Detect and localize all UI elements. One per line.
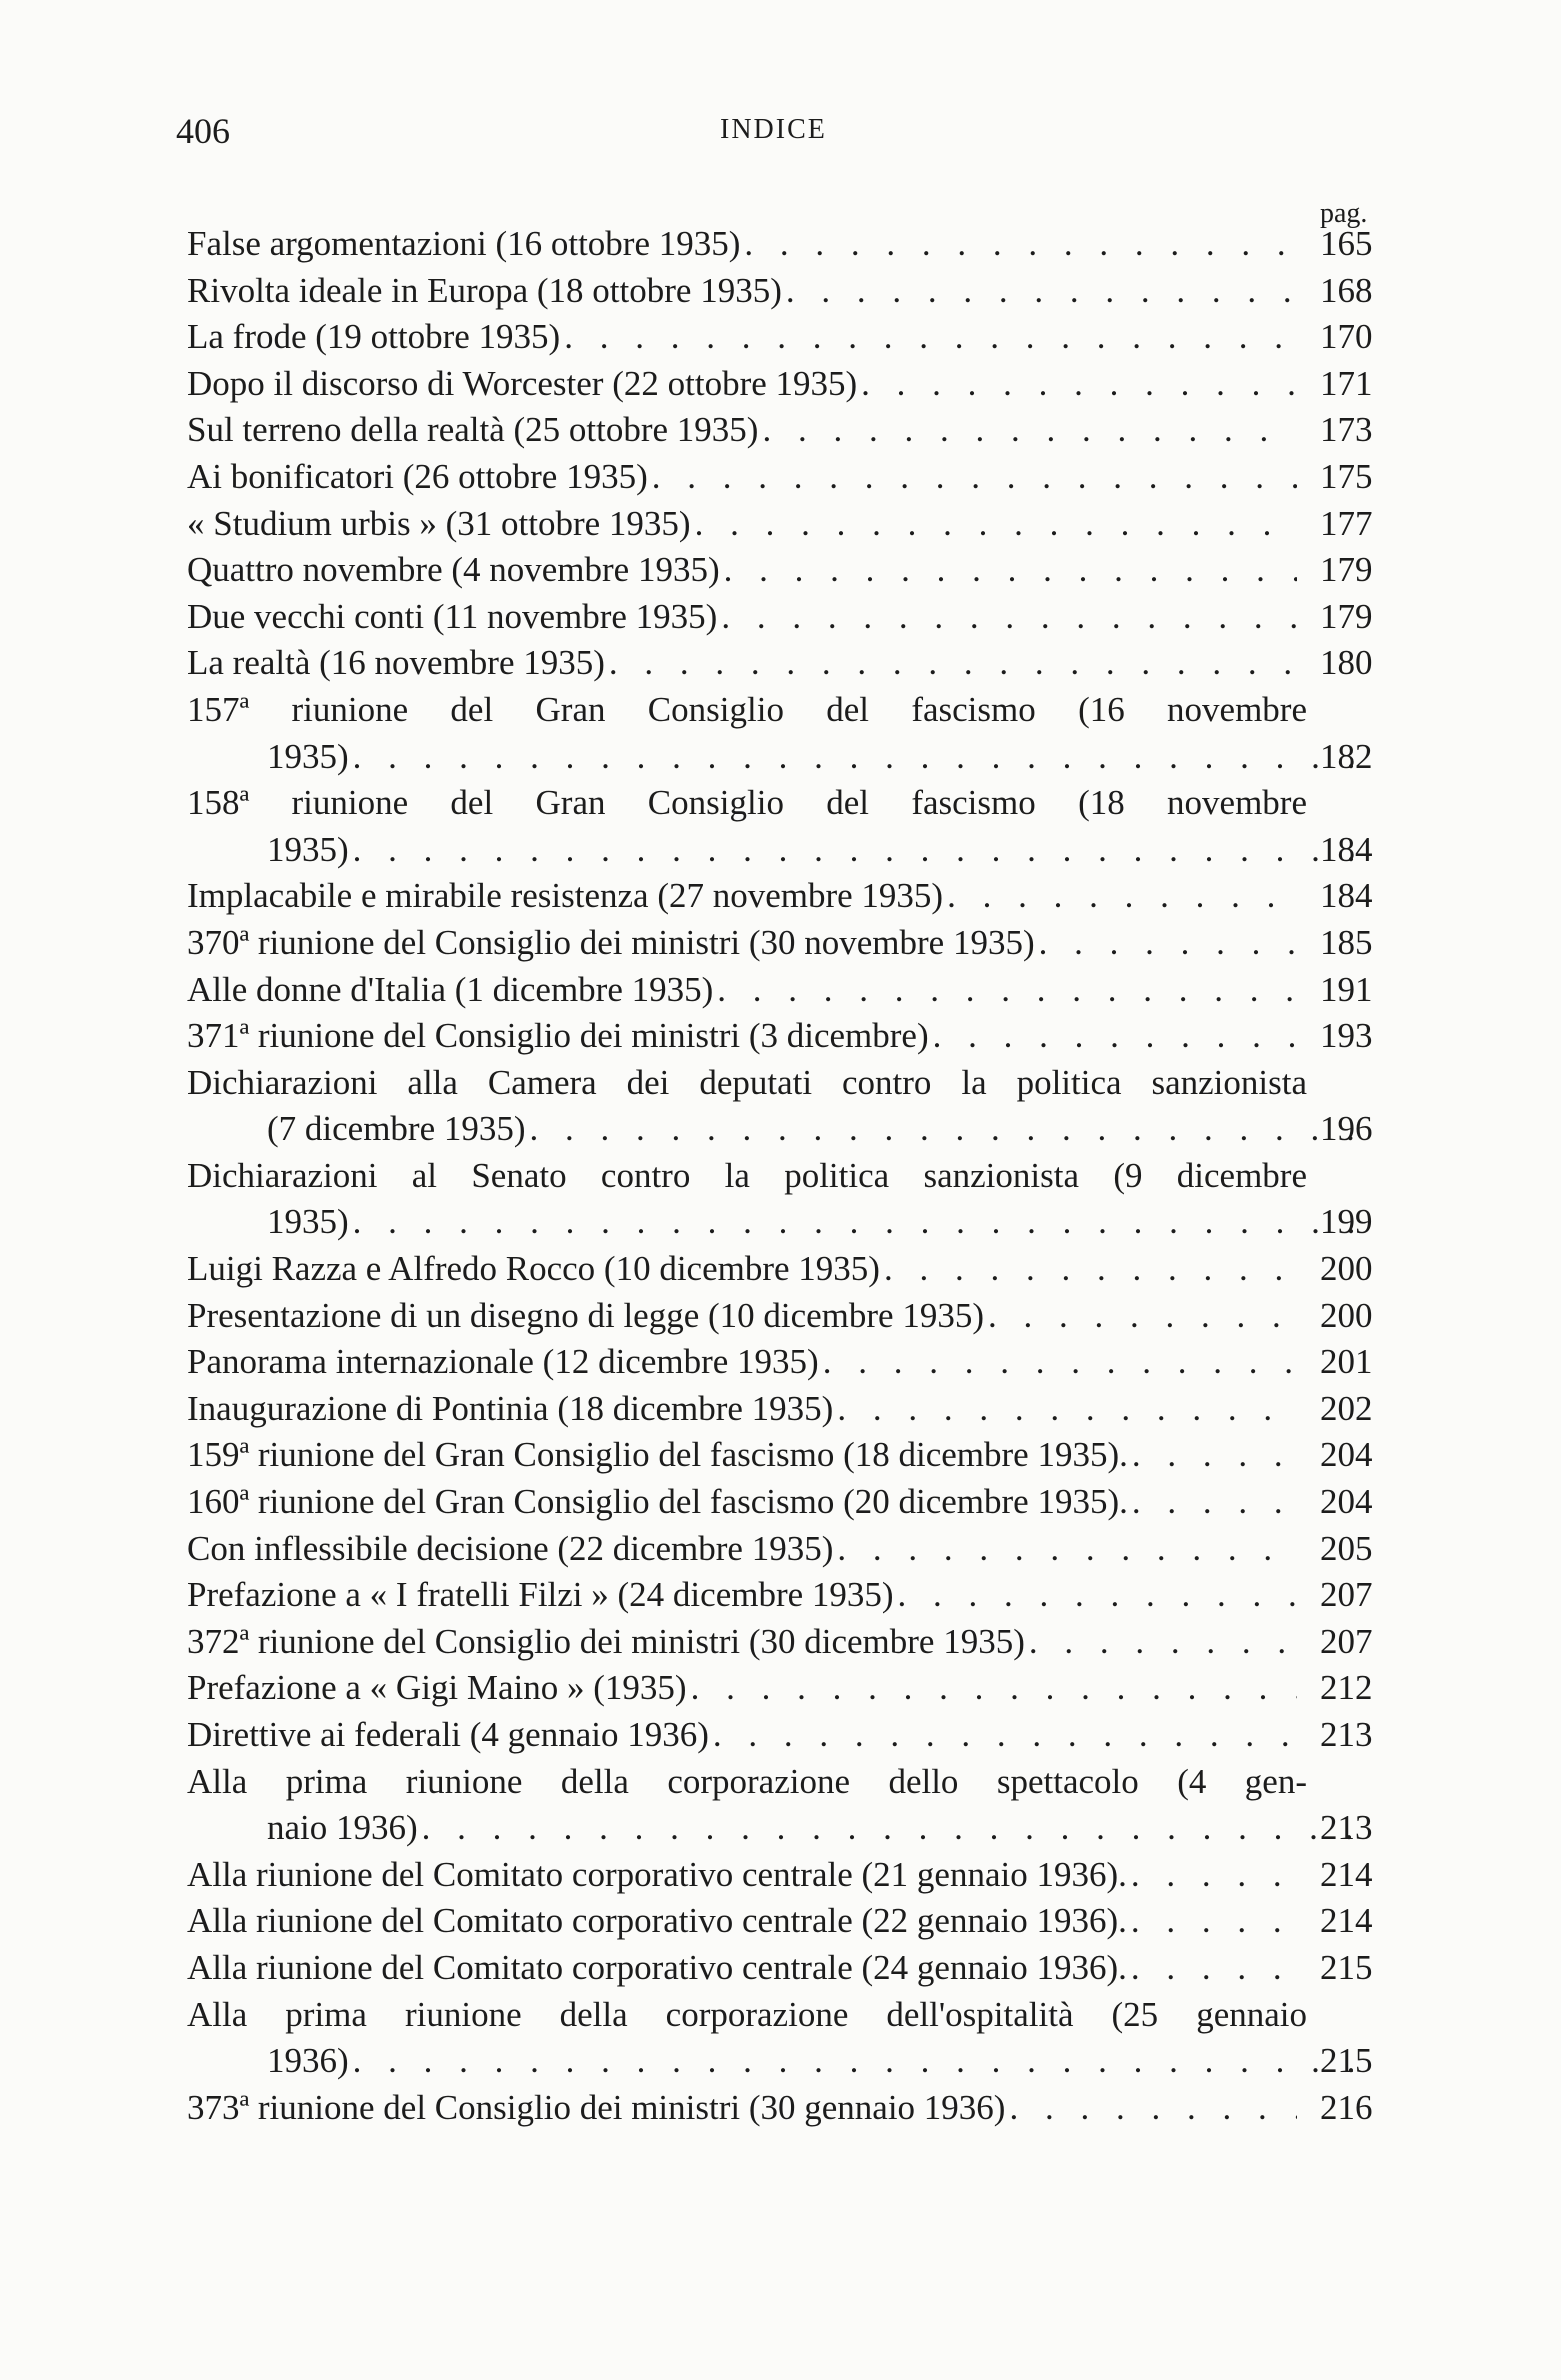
toc-entry xyxy=(187,1293,1373,1340)
entry-title: Presentazione di un disegno di legge (10 dicembre 1935) xyxy=(187,1295,985,1335)
toc-entry xyxy=(187,1060,1373,1153)
entry-page-number: 196 xyxy=(1320,1109,1373,1149)
toc-entry xyxy=(187,454,1373,501)
entry-page-number: 213 xyxy=(1320,1808,1373,1848)
toc-entry xyxy=(187,1526,1373,1573)
entry-title: Alla riunione del Comitato corporativo centrale (21 gennaio 1936). xyxy=(187,1854,1127,1894)
entry-page-number: 182 xyxy=(1320,736,1373,776)
entry-title: Implacabile e mirabile resistenza (27 novembre 1935) xyxy=(187,876,944,916)
entry-page-number: 213 xyxy=(1320,1715,1373,1754)
dot-leader xyxy=(713,1712,1297,1759)
dot-leader xyxy=(721,594,1297,641)
entry-title-line: Dichiarazioni alla Camera dei deputati contro la politica sanzionista xyxy=(187,1062,1307,1102)
entry-title-line: Dichiarazioni al Senato contro la politica sanzionista (9 dicembre xyxy=(187,1155,1307,1195)
toc-entry xyxy=(187,1759,1373,1852)
toc-entry xyxy=(187,873,1373,920)
entry-title-line: 158ª riunione del Gran Consiglio del fascismo (18 novembre xyxy=(187,783,1307,823)
entry-page-number: 204 xyxy=(1320,1435,1373,1475)
toc-entry xyxy=(187,1386,1373,1433)
entry-title-continuation: (7 dicembre 1935) xyxy=(267,1109,526,1149)
dot-leader xyxy=(1131,1945,1297,1992)
page-column-label: pag. xyxy=(1320,198,1368,229)
toc-entry xyxy=(187,1479,1373,1526)
entry-page-number: 202 xyxy=(1320,1388,1373,1428)
dot-leader xyxy=(530,1106,1377,1153)
running-head: INDICE xyxy=(720,114,827,145)
dot-leader xyxy=(564,314,1297,361)
toc-entry xyxy=(187,1712,1373,1759)
dot-leader xyxy=(422,1805,1377,1852)
toc-entry xyxy=(187,1572,1373,1619)
dot-leader xyxy=(837,1386,1297,1433)
toc-entry xyxy=(187,1665,1373,1712)
entry-page-number: 165 xyxy=(1320,224,1373,263)
toc-entry xyxy=(187,640,1373,687)
toc-entry xyxy=(187,1852,1373,1899)
entry-page-number: 193 xyxy=(1320,1016,1373,1056)
dot-leader xyxy=(837,1526,1297,1573)
dot-leader xyxy=(861,361,1297,408)
entry-title: La realtà (16 novembre 1935) xyxy=(187,643,605,683)
entry-title: 371ª riunione del Consiglio dei ministri (3 dicembre) xyxy=(187,1016,929,1056)
dot-leader xyxy=(1131,1852,1297,1899)
entry-page-number: 207 xyxy=(1320,1575,1373,1615)
entry-title: Direttive ai federali (4 gennaio 1936) xyxy=(187,1715,709,1754)
entry-page-number: 173 xyxy=(1320,410,1373,450)
entry-title: Ai bonificatori (26 ottobre 1935) xyxy=(187,456,648,496)
entry-page-number: 185 xyxy=(1320,922,1373,962)
entry-page-number: 170 xyxy=(1320,317,1373,357)
entry-page-number: 200 xyxy=(1320,1249,1373,1289)
entry-title-continuation: 1936) xyxy=(267,2041,349,2081)
toc-entry xyxy=(187,221,1373,268)
dot-leader xyxy=(353,734,1377,781)
entry-title: La frode (19 ottobre 1935) xyxy=(187,317,561,357)
page-number: 406 xyxy=(176,111,230,151)
entry-title: Alle donne d'Italia (1 dicembre 1935) xyxy=(187,969,714,1009)
toc-entry xyxy=(187,407,1373,454)
toc-entry xyxy=(187,1619,1373,1666)
dot-leader xyxy=(898,1572,1297,1619)
entry-title: Rivolta ideale in Europa (18 ottobre 1935) xyxy=(187,270,782,310)
toc-entry xyxy=(187,1945,1373,1992)
entry-page-number: 168 xyxy=(1320,270,1373,310)
dot-leader xyxy=(933,1013,1297,1060)
entry-title: Due vecchi conti (11 novembre 1935) xyxy=(187,596,718,636)
entry-title: 160ª riunione del Gran Consiglio del fascismo (20 dicembre 1935). xyxy=(187,1482,1128,1522)
entry-page-number: 201 xyxy=(1320,1342,1373,1382)
entry-title: 372ª riunione del Consiglio dei ministri (30 dicembre 1935) xyxy=(187,1621,1025,1661)
entry-title-continuation: naio 1936) xyxy=(267,1808,418,1848)
toc-entry xyxy=(187,1153,1373,1246)
entry-page-number: 180 xyxy=(1320,643,1373,683)
entry-title: Quattro novembre (4 novembre 1935) xyxy=(187,550,720,590)
entry-title: False argomentazioni (16 ottobre 1935) xyxy=(187,224,741,263)
entry-page-number: 214 xyxy=(1320,1901,1373,1941)
dot-leader xyxy=(1132,1479,1297,1526)
dot-leader xyxy=(717,967,1297,1014)
toc-entry xyxy=(187,920,1373,967)
dot-leader xyxy=(353,2038,1377,2085)
entry-title-continuation: 1935) xyxy=(267,736,349,776)
toc-entry xyxy=(187,1992,1373,2085)
dot-leader xyxy=(1009,2085,1297,2132)
dot-leader xyxy=(724,547,1297,594)
entry-page-number: 204 xyxy=(1320,1482,1373,1522)
entry-title: 370ª riunione del Consiglio dei ministri (30 novembre 1935) xyxy=(187,922,1035,962)
entry-page-number: 215 xyxy=(1320,2041,1373,2081)
entry-title: Prefazione a « Gigi Maino » (1935) xyxy=(187,1668,687,1708)
toc-entry xyxy=(187,687,1373,780)
toc-entry xyxy=(187,1432,1373,1479)
dot-leader xyxy=(1039,920,1297,967)
dot-leader xyxy=(691,1665,1297,1712)
dot-leader xyxy=(786,268,1297,315)
toc-entry xyxy=(187,314,1373,361)
entry-title: Con inflessibile decisione (22 dicembre 1935) xyxy=(187,1528,834,1568)
entry-title: Luigi Razza e Alfredo Rocco (10 dicembre 1935) xyxy=(187,1249,880,1289)
entry-title-continuation: 1935) xyxy=(267,1202,349,1242)
dot-leader xyxy=(744,221,1297,268)
toc-entry xyxy=(187,547,1373,594)
entry-page-number: 171 xyxy=(1320,363,1373,403)
dot-leader xyxy=(947,873,1297,920)
entry-title: Alla riunione del Comitato corporativo centrale (22 gennaio 1936). xyxy=(187,1901,1127,1941)
entry-title: Sul terreno della realtà (25 ottobre 1935) xyxy=(187,410,759,450)
entry-title: « Studium urbis » (31 ottobre 1935) xyxy=(187,503,691,543)
toc-entry xyxy=(187,2085,1373,2132)
toc-entry xyxy=(187,361,1373,408)
entry-page-number: 207 xyxy=(1320,1621,1373,1661)
dot-leader xyxy=(353,827,1377,874)
dot-leader xyxy=(353,1199,1377,1246)
dot-leader xyxy=(884,1246,1297,1293)
toc-entry xyxy=(187,780,1373,873)
entry-page-number: 200 xyxy=(1320,1295,1373,1335)
entry-page-number: 175 xyxy=(1320,456,1373,496)
entry-title: Alla riunione del Comitato corporativo centrale (24 gennaio 1936). xyxy=(187,1947,1127,1987)
entry-title: Dopo il discorso di Worcester (22 ottobre 1935) xyxy=(187,363,858,403)
toc-entry xyxy=(187,1898,1373,1945)
dot-leader xyxy=(1029,1619,1297,1666)
entry-page-number: 214 xyxy=(1320,1854,1373,1894)
entry-page-number: 177 xyxy=(1320,503,1373,543)
entry-page-number: 179 xyxy=(1320,550,1373,590)
entry-title: Inaugurazione di Pontinia (18 dicembre 1935) xyxy=(187,1388,834,1428)
entry-title-continuation: 1935) xyxy=(267,829,349,869)
toc-entry xyxy=(187,1246,1373,1293)
toc-entry xyxy=(187,967,1373,1014)
dot-leader xyxy=(823,1339,1297,1386)
entry-title: 373ª riunione del Consiglio dei ministri (30 gennaio 1936) xyxy=(187,2087,1006,2127)
dot-leader xyxy=(1131,1898,1297,1945)
dot-leader xyxy=(652,454,1297,501)
dot-leader xyxy=(762,407,1297,454)
entry-page-number: 179 xyxy=(1320,596,1373,636)
entry-title-line: Alla prima riunione della corporazione dell'ospitalità (25 gennaio xyxy=(187,1994,1307,2034)
entry-page-number: 205 xyxy=(1320,1528,1373,1568)
entry-page-number: 199 xyxy=(1320,1202,1373,1242)
dot-leader xyxy=(695,501,1297,548)
entry-title-line: Alla prima riunione della corporazione dello spettacolo (4 gen- xyxy=(187,1761,1307,1801)
entry-title-line: 157ª riunione del Gran Consiglio del fascismo (16 novembre xyxy=(187,689,1307,729)
dot-leader xyxy=(609,640,1297,687)
dot-leader xyxy=(988,1293,1297,1340)
entry-title: Prefazione a « I fratelli Filzi » (24 dicembre 1935) xyxy=(187,1575,894,1615)
toc-entry xyxy=(187,1013,1373,1060)
toc-entry xyxy=(187,1339,1373,1386)
dot-leader xyxy=(1132,1432,1297,1479)
toc-entry xyxy=(187,594,1373,641)
entry-page-number: 184 xyxy=(1320,876,1373,916)
entry-title: 159ª riunione del Gran Consiglio del fascismo (18 dicembre 1935). xyxy=(187,1435,1128,1475)
table-of-contents xyxy=(187,221,1373,2131)
entry-title: Panorama internazionale (12 dicembre 1935) xyxy=(187,1342,819,1382)
entry-page-number: 212 xyxy=(1320,1668,1373,1708)
entry-page-number: 215 xyxy=(1320,1947,1373,1987)
entry-page-number: 184 xyxy=(1320,829,1373,869)
entry-page-number: 216 xyxy=(1320,2087,1373,2127)
toc-entry xyxy=(187,268,1373,315)
toc-entry xyxy=(187,501,1373,548)
entry-page-number: 191 xyxy=(1320,969,1373,1009)
